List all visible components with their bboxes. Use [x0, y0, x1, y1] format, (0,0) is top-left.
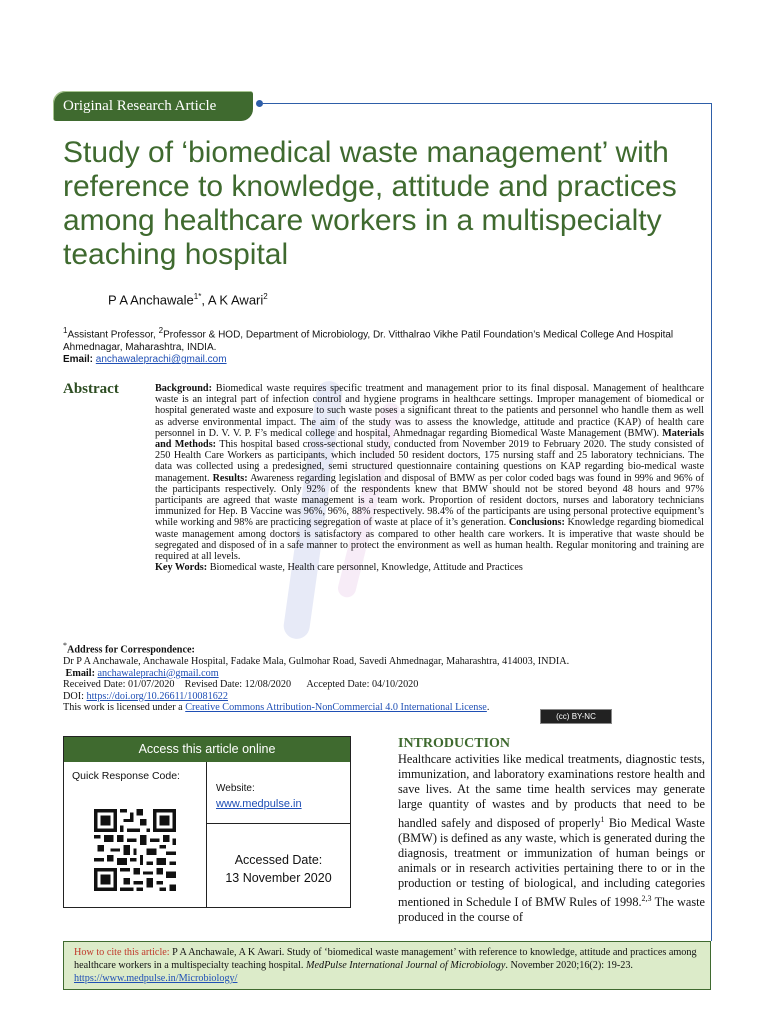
results-label: Results:	[212, 472, 248, 484]
keywords-label: Key Words:	[155, 562, 208, 574]
correspondence-address: Dr P A Anchawale, Anchawale Hospital, Fadake Mala, Gulmohar Road, Savedi Ahmednagar, Maharashtra, 414003, INDIA.	[63, 655, 570, 667]
received-date: Received Date: 01/07/2020	[63, 679, 175, 691]
accessed-date-label: Accessed Date:	[234, 853, 323, 867]
affil-role-1: Assistant Professor,	[67, 329, 159, 341]
abstract-body	[155, 383, 704, 573]
background-label: Background:	[155, 383, 212, 394]
access-box-divider-vertical	[206, 762, 207, 907]
correspondence-email-link[interactable]: anchawaleprachi@gmail.com	[97, 667, 219, 679]
introduction-heading: INTRODUCTION	[398, 736, 511, 751]
article-title: Study of ‘biomedical waste management’ with reference to knowledge, attitude and practices among healthcare workers in a multispecialty teaching hospital	[63, 136, 677, 271]
header-connector-dot	[256, 100, 263, 107]
citation-link[interactable]: https://www.medpulse.in/Microbiology/	[74, 973, 238, 984]
affiliation-email-line	[63, 354, 227, 365]
doi-label: DOI:	[63, 690, 84, 702]
citation-journal: MedPulse International Journal of Microbiology	[305, 960, 506, 971]
citation-text: P A Anchawale, A K Awari. Study of ‘biomedical waste management’ with reference to knowledge, attitude and practices among healthcare workers in a multispecialty teaching hospital.	[74, 947, 697, 971]
correspondence-star: *	[63, 641, 67, 650]
correspondence-email-line	[63, 668, 713, 680]
introduction-body	[398, 752, 705, 925]
dates-line	[63, 679, 713, 691]
citation-box	[63, 941, 711, 990]
correspondence-email-label: Email:	[65, 667, 95, 679]
keywords-text: Biomedical waste, Health care personnel, Knowledge, Attitude and Practices	[209, 562, 523, 574]
intro-text-3: The waste produced in the course of	[398, 895, 705, 925]
doi-line	[63, 691, 713, 703]
intro-text-2: Bio Medical Waste (BMW) is defined as any waste, which is generated during the diagnosis, treatment or immunization of human beings or animals or in research activities pertaining there to or in the production or testing of biological, and including categories mentioned in Schedule I of BMW Rules of 1998.	[398, 816, 706, 910]
affiliation-email-link[interactable]: anchawaleprachi@gmail.com	[95, 354, 227, 365]
author-2-affil-sup: 2	[263, 292, 268, 301]
license-line	[63, 702, 713, 714]
intro-ref-2: 2,3	[641, 894, 652, 904]
author-1: P A Anchawale	[108, 292, 194, 308]
author-separator: ,	[201, 292, 208, 308]
author-1-affil-sup: 1*	[193, 292, 202, 301]
author-2: A K Awari	[207, 292, 264, 308]
doi-link[interactable]: https://doi.org/10.26611/10081622	[86, 690, 228, 702]
header-rule-vertical	[711, 103, 712, 941]
correspondence-block	[63, 640, 713, 714]
correspondence-heading-line	[63, 640, 713, 656]
qr-code-icon[interactable]	[94, 809, 176, 891]
affil-text: Professor & HOD, Department of Microbiology, Dr. Vitthalrao Vikhe Patil Foundation’s Medical College And Hospital Ahmednagar, Maharashtra, INDIA.	[63, 329, 674, 354]
author-list	[108, 292, 268, 307]
methods-label: Materials and Methods:	[155, 427, 704, 451]
website-link[interactable]: www.medpulse.in	[216, 798, 302, 810]
website-label: Website:	[216, 783, 255, 794]
abstract-heading: Abstract	[63, 381, 119, 397]
intro-text-1: Healthcare activities like medical treatments, diagnostic tests, immunization, and laboratory examinations restore health and save lives. At the same time health services may generate large quantity of wastes and by products that need to be handled safely and disposed of properly	[398, 752, 705, 831]
revised-date: Revised Date: 12/08/2020	[184, 679, 292, 691]
affiliations	[63, 324, 703, 354]
conclusions-label: Conclusions:	[508, 517, 565, 529]
conclusions-text: Knowledge regarding biomedical waste management among doctors is satisfactory as compared to other health care workers. It is imperative that waste should be segregated and disposed of in a safe manner to protect the environment as well as human health. Regular monitoring and training are required at all levels.	[155, 517, 705, 563]
header-rule-horizontal	[263, 103, 711, 104]
access-box-heading: Access this article online	[64, 737, 350, 762]
affil-sup-1: 1	[63, 326, 68, 335]
results-text: Awareness regarding legislation and disposal of BMW as per color coded bags was found in 99% and 96% of the participants respectively. Only 92% of the respondents knew that BMW should not be stored beyond 48 hours and 97% participants are agreed that waste management is a team work. Proportion of resident doctors, nurses and laboratory technicians immunized for Hep. B Vaccine was 96%, 96%, 88% respectively. 98.4% of the participants are using personal protective equipment’s while working and 98% are practicing segregation of waste at place of it’s generation.	[155, 472, 705, 529]
license-prefix: This work is licensed under a	[63, 702, 186, 714]
affil-sup-2: 2	[158, 326, 164, 335]
qr-code-label: Quick Response Code:	[72, 770, 180, 782]
methods-text: This hospital based cross-sectional study, conducted from November 2019 to February 2020. The study consisted of 250 Health Care Workers as participants, which included 50 resident doctors, 175 nursing staff and 25 laboratory technicians. The data was collected using a predesigned, semi structured questionnaire containing questions on KAP regarding bio-medical waste management.	[155, 439, 705, 484]
accessed-date-value: 13 November 2020	[225, 871, 332, 885]
access-online-box	[63, 736, 351, 908]
email-label: Email:	[63, 354, 94, 365]
intro-ref-1: 1	[600, 815, 605, 824]
citation-details: . November 2020;16(2): 19-23.	[505, 960, 633, 971]
license-suffix: .	[486, 702, 490, 714]
correspondence-heading: Address for Correspondence:	[67, 644, 195, 656]
access-box-divider-horizontal	[207, 823, 350, 824]
accepted-date: Accepted Date: 04/10/2020	[306, 679, 419, 691]
citation-label: How to cite this article:	[74, 947, 170, 958]
background-text: Biomedical waste requires specific treatment and management prior to its final disposal. Management of healthcare waste is an integral part of infection control and hygiene programs in healthcare settings. Improper management of biomedical or hospital generated waste and exposure to such waste poses a significant threat to the patients and personnel who handle them as well as adverse environmental impact. The aim of the study was to assess the knowledge, attitude and practice (KAP) of health care personnel in D. V. V. P. F’s medical college and hospital, Ahmednagar regarding Biomedical Waste Management (BMW).	[155, 383, 704, 439]
cc-license-badge[interactable]: (cc) BY-NC	[540, 709, 612, 724]
article-type-badge: Original Research Article	[53, 91, 253, 121]
license-link[interactable]: Creative Commons Attribution-NonCommercial 4.0 International License	[185, 702, 487, 714]
